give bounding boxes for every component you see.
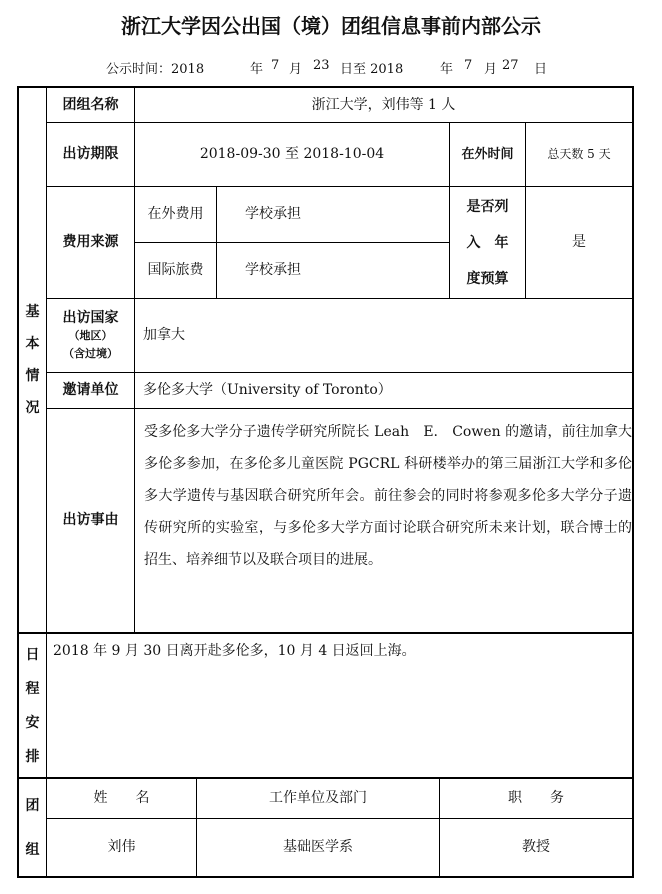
reason-label: 出访事由 <box>62 512 119 529</box>
travel-cost-label: 国际旅费 <box>147 262 204 279</box>
budget-value: 是 <box>572 234 586 251</box>
reason-value: 受多伦多大学分子遗传学研究所院长 Leah E. Cowen 的邀请，前往加拿大多伦多参加，在多伦多儿童医院 PGCRL 科研楼举办的第三届浙江大学和多伦多大学遗传与基因联合研究所年会。前往参会的同时将参观多伦多大学分子遗传研究所的实验室，与多伦多大学方面讨论联合研究所未来计划，联合博士的招生、培养细节以及联合项目的进展。 <box>144 424 632 568</box>
publicity-end-month: 7 <box>464 58 473 73</box>
member-unit-header: 工作单位及部门 <box>269 790 367 807</box>
section-basic-label: 基 本 情 况 <box>25 304 40 416</box>
publicity-year-unit-1: 年 <box>250 62 264 77</box>
page-title: 浙江大学因公出国（境）团组信息事前内部公示 <box>121 14 541 38</box>
member-position-header: 职 务 <box>508 790 564 807</box>
group-name-label: 团组名称 <box>62 96 119 113</box>
budget-label: 是否列 入 年 度预算 <box>466 198 509 287</box>
inviter-label: 邀请单位 <box>62 382 119 399</box>
abroad-cost-label: 在外费用 <box>147 206 204 223</box>
period-label: 出访期限 <box>62 146 119 163</box>
publicity-start-day: 23 <box>313 58 330 73</box>
schedule-value: 2018 年 9 月 30 日离开赴多伦多，10 月 4 日返回上海。 <box>53 642 416 659</box>
travel-cost-value: 学校承担 <box>245 262 301 279</box>
inviter-value: 多伦多大学（University of Toronto） <box>143 382 392 399</box>
country-value: 加拿大 <box>143 327 185 344</box>
publicity-label: 公示时间：2018 <box>106 62 205 77</box>
section-group-label: 团 组 <box>25 797 40 858</box>
publicity-year-unit-2: 年 <box>440 62 454 77</box>
publicity-month-unit-2: 月 <box>484 62 498 77</box>
publicity-start-month: 7 <box>271 58 280 73</box>
abroad-time-value: 总天数 5 天 <box>547 147 611 162</box>
member-name-header: 姓 名 <box>93 790 150 807</box>
abroad-cost-value: 学校承担 <box>245 206 301 223</box>
member-unit: 基础医学系 <box>283 839 353 856</box>
group-name-value: 浙江大学，刘伟等 1 人 <box>311 96 456 113</box>
publicity-end-day: 27 <box>502 58 519 73</box>
abroad-time-label: 在外时间 <box>461 146 514 162</box>
publicity-day-unit: 日 <box>534 62 548 77</box>
funding-label: 费用来源 <box>62 234 119 251</box>
country-label: 出访国家 （地区） （含过境） <box>62 309 119 360</box>
member-name: 刘伟 <box>107 839 136 856</box>
section-schedule-label: 日 程 安 排 <box>25 646 40 765</box>
period-value: 2018-09-30 至 2018-10-04 <box>199 146 385 163</box>
publicity-month-unit-1: 月 <box>289 62 303 77</box>
publicity-mid: 日至 2018 <box>340 62 404 77</box>
member-position: 教授 <box>522 839 550 856</box>
